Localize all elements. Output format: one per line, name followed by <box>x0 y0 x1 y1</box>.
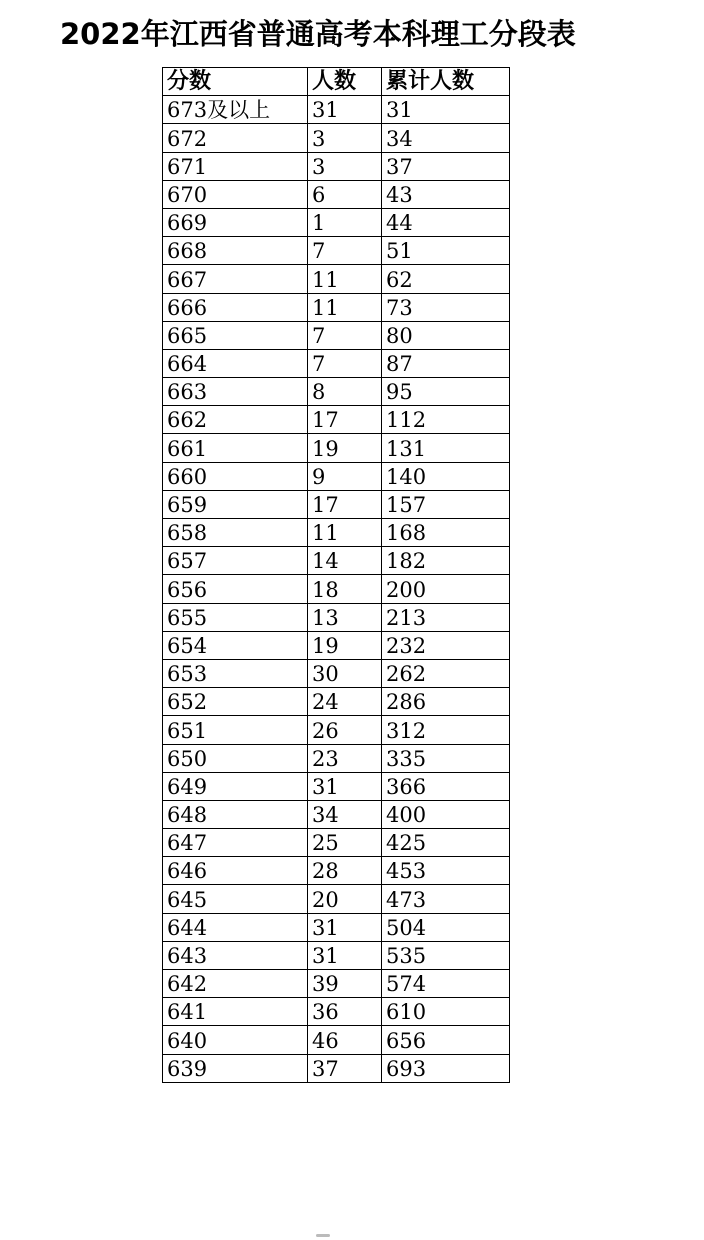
table-row <box>163 857 510 885</box>
table-row <box>163 321 510 349</box>
table-row <box>163 180 510 208</box>
score-cell: 664 <box>163 349 308 377</box>
score-cell: 648 <box>163 800 308 828</box>
table-row <box>163 378 510 406</box>
cumulative-cell: 140 <box>382 462 510 490</box>
score-cell: 670 <box>163 180 308 208</box>
table-row <box>163 208 510 236</box>
score-cell: 668 <box>163 237 308 265</box>
table-row <box>163 490 510 518</box>
count-cell: 28 <box>308 857 382 885</box>
table-row <box>163 885 510 913</box>
score-cell: 639 <box>163 1054 308 1082</box>
table-body <box>163 96 510 1083</box>
cumulative-cell: 51 <box>382 237 510 265</box>
count-cell: 19 <box>308 434 382 462</box>
cumulative-cell: 535 <box>382 941 510 969</box>
table-row <box>163 349 510 377</box>
score-cell: 673及以上 <box>163 96 308 124</box>
score-cell: 644 <box>163 913 308 941</box>
score-distribution-table <box>162 67 510 1083</box>
table-row <box>163 265 510 293</box>
table-row <box>163 406 510 434</box>
count-cell: 46 <box>308 1026 382 1054</box>
cumulative-cell: 112 <box>382 406 510 434</box>
cumulative-cell: 610 <box>382 998 510 1026</box>
count-cell: 19 <box>308 631 382 659</box>
count-cell: 18 <box>308 575 382 603</box>
count-cell: 6 <box>308 180 382 208</box>
score-cell: 641 <box>163 998 308 1026</box>
cumulative-cell: 62 <box>382 265 510 293</box>
table-row <box>163 659 510 687</box>
header-count: 人数 <box>308 68 382 96</box>
cumulative-cell: 504 <box>382 913 510 941</box>
table-row <box>163 96 510 124</box>
count-cell: 31 <box>308 913 382 941</box>
table-row <box>163 124 510 152</box>
count-cell: 23 <box>308 744 382 772</box>
count-cell: 30 <box>308 659 382 687</box>
score-cell: 671 <box>163 152 308 180</box>
table-row <box>163 575 510 603</box>
cumulative-cell: 286 <box>382 688 510 716</box>
cumulative-cell: 157 <box>382 490 510 518</box>
table-row <box>163 998 510 1026</box>
count-cell: 3 <box>308 152 382 180</box>
score-cell: 659 <box>163 490 308 518</box>
table-row <box>163 237 510 265</box>
cumulative-cell: 131 <box>382 434 510 462</box>
score-cell: 657 <box>163 547 308 575</box>
header-score: 分数 <box>163 68 308 96</box>
cumulative-cell: 693 <box>382 1054 510 1082</box>
cumulative-cell: 168 <box>382 519 510 547</box>
count-cell: 9 <box>308 462 382 490</box>
table-row <box>163 970 510 998</box>
cumulative-cell: 366 <box>382 772 510 800</box>
cumulative-cell: 473 <box>382 885 510 913</box>
count-cell: 1 <box>308 208 382 236</box>
count-cell: 25 <box>308 829 382 857</box>
table-row <box>163 1054 510 1082</box>
cumulative-cell: 400 <box>382 800 510 828</box>
count-cell: 20 <box>308 885 382 913</box>
score-cell: 665 <box>163 321 308 349</box>
table-row <box>163 152 510 180</box>
cumulative-cell: 335 <box>382 744 510 772</box>
score-cell: 646 <box>163 857 308 885</box>
table-header-row <box>163 68 510 96</box>
count-cell: 13 <box>308 603 382 631</box>
cumulative-cell: 200 <box>382 575 510 603</box>
cumulative-cell: 574 <box>382 970 510 998</box>
count-cell: 11 <box>308 265 382 293</box>
cumulative-cell: 262 <box>382 659 510 687</box>
table-row <box>163 800 510 828</box>
count-cell: 37 <box>308 1054 382 1082</box>
cumulative-cell: 453 <box>382 857 510 885</box>
cumulative-cell: 44 <box>382 208 510 236</box>
count-cell: 7 <box>308 349 382 377</box>
table-row <box>163 631 510 659</box>
count-cell: 36 <box>308 998 382 1026</box>
table-row <box>163 829 510 857</box>
cumulative-cell: 656 <box>382 1026 510 1054</box>
score-cell: 669 <box>163 208 308 236</box>
score-cell: 640 <box>163 1026 308 1054</box>
table-row <box>163 772 510 800</box>
score-cell: 642 <box>163 970 308 998</box>
cumulative-cell: 232 <box>382 631 510 659</box>
count-cell: 11 <box>308 519 382 547</box>
table-row <box>163 716 510 744</box>
count-cell: 24 <box>308 688 382 716</box>
table-row <box>163 293 510 321</box>
score-cell: 653 <box>163 659 308 687</box>
cumulative-cell: 213 <box>382 603 510 631</box>
table-row <box>163 688 510 716</box>
table-row <box>163 744 510 772</box>
score-cell: 643 <box>163 941 308 969</box>
count-cell: 7 <box>308 321 382 349</box>
score-cell: 658 <box>163 519 308 547</box>
score-cell: 651 <box>163 716 308 744</box>
score-cell: 667 <box>163 265 308 293</box>
count-cell: 31 <box>308 772 382 800</box>
score-cell: 661 <box>163 434 308 462</box>
score-cell: 647 <box>163 829 308 857</box>
table-row <box>163 941 510 969</box>
cumulative-cell: 425 <box>382 829 510 857</box>
table-row <box>163 1026 510 1054</box>
cumulative-cell: 37 <box>382 152 510 180</box>
score-cell: 650 <box>163 744 308 772</box>
count-cell: 3 <box>308 124 382 152</box>
score-cell: 663 <box>163 378 308 406</box>
count-cell: 34 <box>308 800 382 828</box>
header-cumulative: 累计人数 <box>382 68 510 96</box>
cumulative-cell: 31 <box>382 96 510 124</box>
table-row <box>163 603 510 631</box>
score-cell: 655 <box>163 603 308 631</box>
cumulative-cell: 87 <box>382 349 510 377</box>
cumulative-cell: 312 <box>382 716 510 744</box>
score-cell: 654 <box>163 631 308 659</box>
score-cell: 672 <box>163 124 308 152</box>
table-row <box>163 547 510 575</box>
table-row <box>163 519 510 547</box>
cumulative-cell: 34 <box>382 124 510 152</box>
count-cell: 26 <box>308 716 382 744</box>
table-row <box>163 434 510 462</box>
cumulative-cell: 182 <box>382 547 510 575</box>
count-cell: 14 <box>308 547 382 575</box>
score-cell: 656 <box>163 575 308 603</box>
count-cell: 8 <box>308 378 382 406</box>
count-cell: 31 <box>308 941 382 969</box>
count-cell: 11 <box>308 293 382 321</box>
page-edge-fragment <box>308 1234 338 1240</box>
score-cell: 666 <box>163 293 308 321</box>
score-cell: 662 <box>163 406 308 434</box>
count-cell: 39 <box>308 970 382 998</box>
cumulative-cell: 73 <box>382 293 510 321</box>
score-cell: 660 <box>163 462 308 490</box>
score-cell: 649 <box>163 772 308 800</box>
count-cell: 31 <box>308 96 382 124</box>
score-cell: 652 <box>163 688 308 716</box>
count-cell: 17 <box>308 406 382 434</box>
cumulative-cell: 95 <box>382 378 510 406</box>
count-cell: 7 <box>308 237 382 265</box>
count-cell: 17 <box>308 490 382 518</box>
score-cell: 645 <box>163 885 308 913</box>
table-row <box>163 462 510 490</box>
page-title: 2022年江西省普通高考本科理工分段表 <box>60 17 576 51</box>
cumulative-cell: 43 <box>382 180 510 208</box>
table-row <box>163 913 510 941</box>
cumulative-cell: 80 <box>382 321 510 349</box>
